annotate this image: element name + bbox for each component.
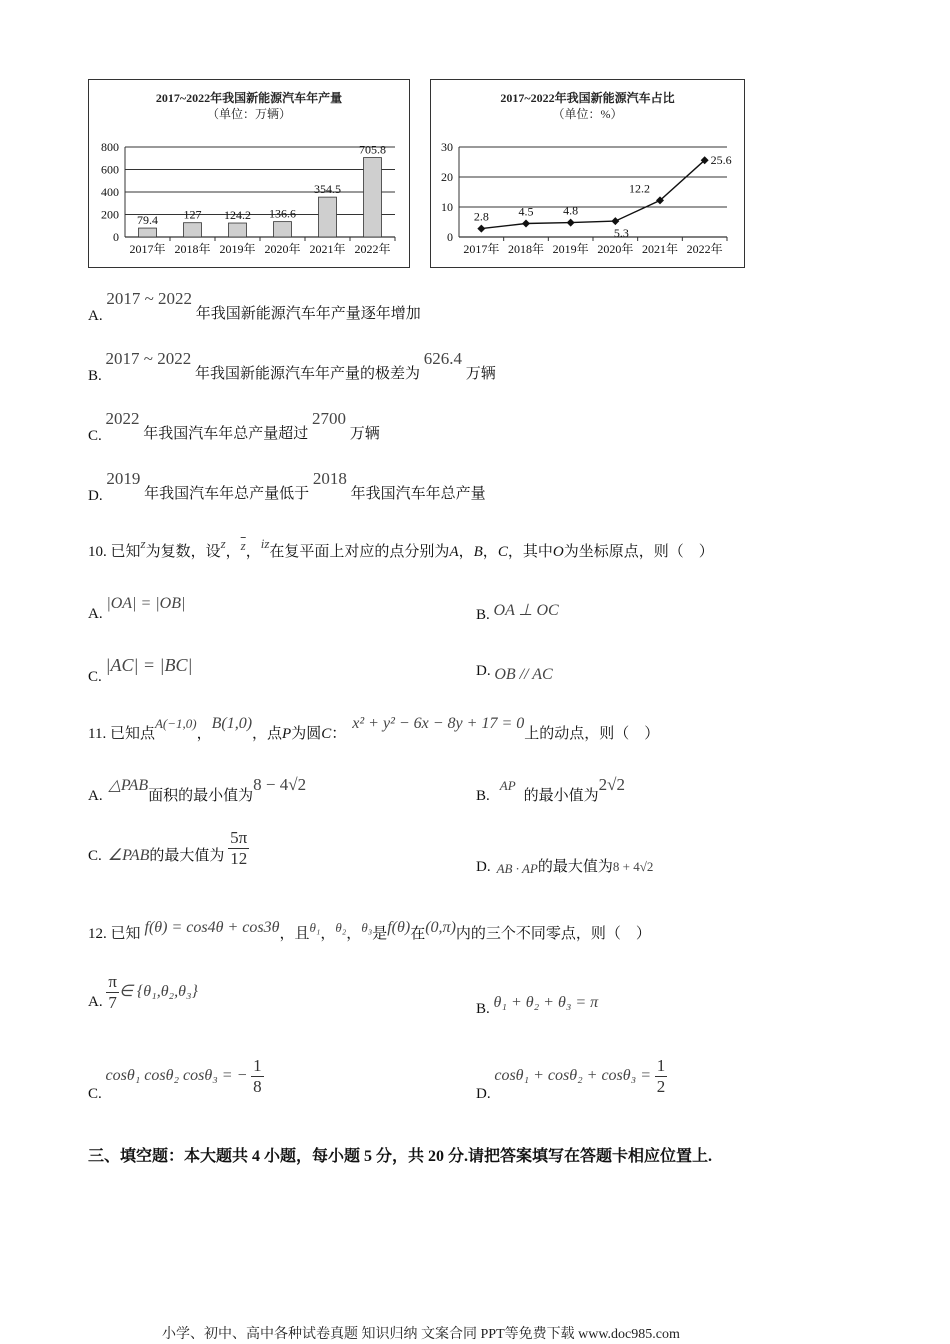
- option-fraction: [251, 1056, 264, 1097]
- fraction-denominator: 8: [253, 1077, 262, 1096]
- q10-option-d: [476, 662, 553, 683]
- q12-option-a: [88, 972, 198, 1013]
- fraction-numerator: 1: [253, 1056, 262, 1075]
- q10-option-b: [476, 600, 559, 623]
- point-p: P: [282, 726, 292, 742]
- option-fraction: [228, 828, 249, 869]
- bar-chart-svg: [89, 80, 409, 267]
- option-tag: A.: [88, 308, 103, 324]
- math-value: 2700: [312, 409, 347, 428]
- option-tag: C.: [88, 669, 102, 685]
- option-text: 年我国新能源汽车年产量的极差为: [194, 366, 420, 382]
- chart-title: 2017~2022年我国新能源汽车占比: [500, 91, 675, 105]
- x-tick-label: 2020年: [264, 242, 301, 256]
- x-tick-label: 2018年: [507, 242, 545, 256]
- line-chart-svg: [431, 80, 744, 267]
- option-text: 的最大值为: [537, 859, 613, 875]
- data-label: 5.3: [613, 226, 629, 241]
- math-z: z: [220, 536, 226, 551]
- y-tick-label: 20: [441, 170, 453, 184]
- option-math: AP: [499, 778, 516, 793]
- math-point-b: B(1,0): [211, 715, 253, 732]
- stem-text: 为坐标原点，则（ ）: [563, 544, 714, 560]
- stem-text: 是: [372, 926, 388, 942]
- y-tick-label: 400: [101, 185, 119, 199]
- math-point-a: A(−1,0): [154, 716, 197, 731]
- data-label: 354.5: [314, 182, 341, 197]
- stem-text: 12. 已知: [88, 926, 141, 942]
- q10-option-c: [88, 655, 193, 685]
- option-math: |AC| = |BC|: [105, 655, 193, 675]
- stem-text: ，: [225, 544, 241, 560]
- data-label: 124.2: [224, 208, 251, 223]
- option-tag: D.: [88, 488, 103, 504]
- option-math: cosθ₁ + cosθ₂ + cosθ₃ =: [494, 1066, 651, 1084]
- option-math: ∠PAB: [107, 846, 150, 864]
- math-years: 2017 ~ 2022: [105, 349, 192, 368]
- x-tick-label: 2022年: [354, 242, 391, 256]
- option-text: 年我国新能源汽车年产量逐年增加: [195, 306, 421, 322]
- option-text-unit: 万辆: [465, 366, 496, 382]
- circle-c: C: [321, 726, 332, 742]
- y-tick-label: 10: [441, 200, 453, 214]
- option-math: AB · AP: [496, 861, 538, 876]
- stem-text: 10. 已知: [88, 544, 141, 560]
- option-math-value: 8 − 4√2: [253, 775, 307, 794]
- option-text: 年我国汽车年总产量超过: [143, 426, 309, 442]
- math-theta-1: θ₁: [309, 920, 321, 935]
- option-tag: B.: [476, 607, 490, 623]
- option-math: △PAB: [108, 777, 149, 794]
- bar: [139, 228, 157, 237]
- option-math-value: 2√2: [598, 775, 626, 794]
- stem-text: 在复平面上对应的点分别为: [269, 544, 450, 560]
- chart-title: 2017~2022年我国新能源汽车年产量: [155, 91, 343, 105]
- q12-option-d: [476, 1056, 667, 1102]
- math-z: z: [140, 536, 146, 551]
- math-z-bar: $\overline{z}$: [240, 538, 246, 553]
- chart-subtitle: （单位：万辆）: [206, 107, 292, 121]
- math-value: 626.4: [423, 349, 462, 368]
- option-math: θ₁ + θ₂ + θ₃ = π: [493, 994, 599, 1011]
- fraction-numerator: 1: [656, 1056, 666, 1075]
- math-theta-2: θ₂: [335, 920, 347, 935]
- option-tag: D.: [476, 1085, 491, 1102]
- data-label: 79.4: [137, 213, 158, 228]
- option-text: 的最小值为: [523, 788, 599, 804]
- q11-option-b: [476, 774, 626, 804]
- y-tick-label: 800: [101, 140, 119, 154]
- option-tag: C.: [88, 847, 102, 864]
- stem-text: ：: [331, 726, 347, 742]
- series-line: [481, 160, 704, 228]
- point-o: O: [552, 544, 564, 560]
- data-label: 2.8: [473, 209, 489, 224]
- bar: [274, 222, 292, 237]
- q11-option-d: [476, 855, 653, 876]
- x-tick-label: 2019年: [219, 242, 256, 256]
- x-tick-label: 2022年: [686, 242, 723, 256]
- option-text: 年我国汽车年总产量低于: [144, 486, 310, 502]
- math-theta-3: θ₃: [361, 920, 373, 935]
- math-year-2: 2018: [312, 469, 347, 488]
- q9-option-d: [88, 469, 486, 504]
- q12-option-c: [88, 1056, 264, 1102]
- fraction-numerator: 5π: [230, 828, 248, 847]
- option-text-tail: 年我国汽车年总产量: [350, 486, 486, 502]
- option-text-unit: 万辆: [349, 426, 380, 442]
- option-fraction: [106, 972, 119, 1013]
- line-chart-share: [430, 79, 745, 268]
- option-tag: A.: [88, 606, 103, 622]
- x-tick-label: 2021年: [309, 242, 346, 256]
- option-tag: B.: [88, 368, 102, 384]
- data-label: 127: [183, 207, 202, 222]
- y-tick-label: 30: [441, 140, 453, 154]
- option-tag: D.: [476, 663, 491, 679]
- stem-text: ，: [346, 926, 362, 942]
- bar: [229, 223, 247, 237]
- q12-option-b: [476, 994, 599, 1017]
- stem-text: 为圆: [291, 726, 322, 742]
- math-circle-equation: x² + y² − 6x − 8y + 17 = 0: [352, 715, 525, 732]
- stem-text: ，且: [279, 926, 310, 942]
- bar: [319, 197, 337, 237]
- x-tick-label: 2018年: [174, 242, 211, 256]
- section-heading: 三、填空题：本大题共 4 小题，每小题 5 分，共 20 分.请把答案填写在答题卡相应位置上.: [88, 1148, 713, 1165]
- x-tick-label: 2021年: [641, 242, 679, 256]
- stem-text: ，点: [252, 726, 283, 742]
- math-interval: (0,π): [425, 919, 456, 936]
- fraction-denominator: 2: [656, 1077, 666, 1096]
- stem-text: 在: [410, 926, 426, 942]
- y-tick-label: 0: [447, 230, 453, 244]
- option-tag: B.: [476, 788, 490, 804]
- stem-text: ，: [196, 726, 212, 742]
- q9-option-b: [88, 349, 496, 384]
- data-label: 705.8: [359, 142, 386, 157]
- fraction-denominator: 12: [230, 849, 248, 868]
- data-point: [611, 217, 619, 225]
- option-tag: C.: [88, 428, 102, 444]
- option-math: cosθ₁ cosθ₂ cosθ₃ = −: [105, 1066, 248, 1084]
- option-tag: A.: [88, 993, 103, 1010]
- option-math: |OA| = |OB|: [106, 595, 186, 612]
- bar: [364, 158, 382, 237]
- option-fraction: [655, 1056, 668, 1097]
- data-label: 4.8: [563, 203, 579, 218]
- q9-option-a: [88, 289, 421, 324]
- math-function: f(θ) = cos4θ + cos3θ: [144, 919, 280, 936]
- option-tag: C.: [88, 1085, 102, 1102]
- option-text: 面积的最小值为: [148, 788, 254, 804]
- q12-stem: [88, 916, 651, 942]
- math-year: 2022: [105, 409, 140, 428]
- q10-stem: [88, 536, 714, 561]
- point-b: B: [473, 544, 483, 560]
- y-tick-label: 0: [113, 230, 119, 244]
- stem-text: 上的动点，则（ ）: [524, 726, 660, 742]
- bar-chart-production: [88, 79, 410, 268]
- q11-option-c: [88, 828, 249, 869]
- x-tick-label: 2020年: [597, 242, 634, 256]
- point-a: A: [449, 544, 459, 560]
- q10-option-a: [88, 595, 186, 622]
- option-math: OB // AC: [494, 666, 553, 683]
- data-label: 12.2: [629, 181, 650, 196]
- q11-option-a: [88, 774, 307, 804]
- data-label: 4.5: [518, 204, 534, 219]
- option-tag: D.: [476, 859, 491, 875]
- option-math: ∈ {θ₁,θ₂,θ₃}: [118, 982, 198, 1000]
- stem-text: ，: [482, 544, 498, 560]
- q9-option-c: [88, 409, 380, 444]
- data-point: [477, 225, 485, 233]
- option-tag: A.: [88, 788, 103, 804]
- math-year: 2019: [106, 469, 141, 488]
- fraction-numerator: π: [108, 972, 117, 991]
- option-math-value: 8 + 4√2: [612, 859, 654, 874]
- stem-text: 11. 已知点: [88, 726, 155, 742]
- stem-text: 内的三个不同零点，则（ ）: [455, 926, 651, 942]
- option-tag: B.: [476, 1001, 490, 1017]
- stem-text: ，: [245, 544, 261, 560]
- data-label: 136.6: [269, 206, 296, 221]
- page-footer: 小学、初中、高中各种试卷真题 知识归纳 文案合同 PPT等免费下载 www.doc985.com: [162, 1327, 680, 1342]
- math-f-theta: f(θ): [387, 919, 411, 936]
- math-iz: iz: [260, 536, 270, 551]
- stem-text: ，: [458, 544, 474, 560]
- stem-text: ，其中: [507, 544, 553, 560]
- y-tick-label: 600: [101, 162, 119, 177]
- fraction-denominator: 7: [108, 993, 117, 1012]
- q11-stem: [88, 712, 660, 742]
- x-tick-label: 2017年: [463, 242, 500, 256]
- data-point: [522, 220, 530, 228]
- stem-text: ，: [320, 926, 336, 942]
- x-tick-label: 2019年: [552, 242, 589, 256]
- point-c: C: [497, 544, 508, 560]
- option-math: OA ⊥ OC: [493, 602, 559, 619]
- math-years: 2017 ~ 2022: [106, 289, 193, 308]
- option-text: 的最大值为: [149, 847, 225, 864]
- chart-subtitle: （单位：%）: [552, 107, 623, 121]
- x-tick-label: 2017年: [129, 242, 166, 256]
- bar: [184, 223, 202, 237]
- stem-text: 为复数，设: [145, 544, 221, 560]
- y-tick-label: 200: [101, 207, 119, 222]
- data-label: 25.6: [710, 153, 732, 168]
- data-point: [567, 219, 575, 227]
